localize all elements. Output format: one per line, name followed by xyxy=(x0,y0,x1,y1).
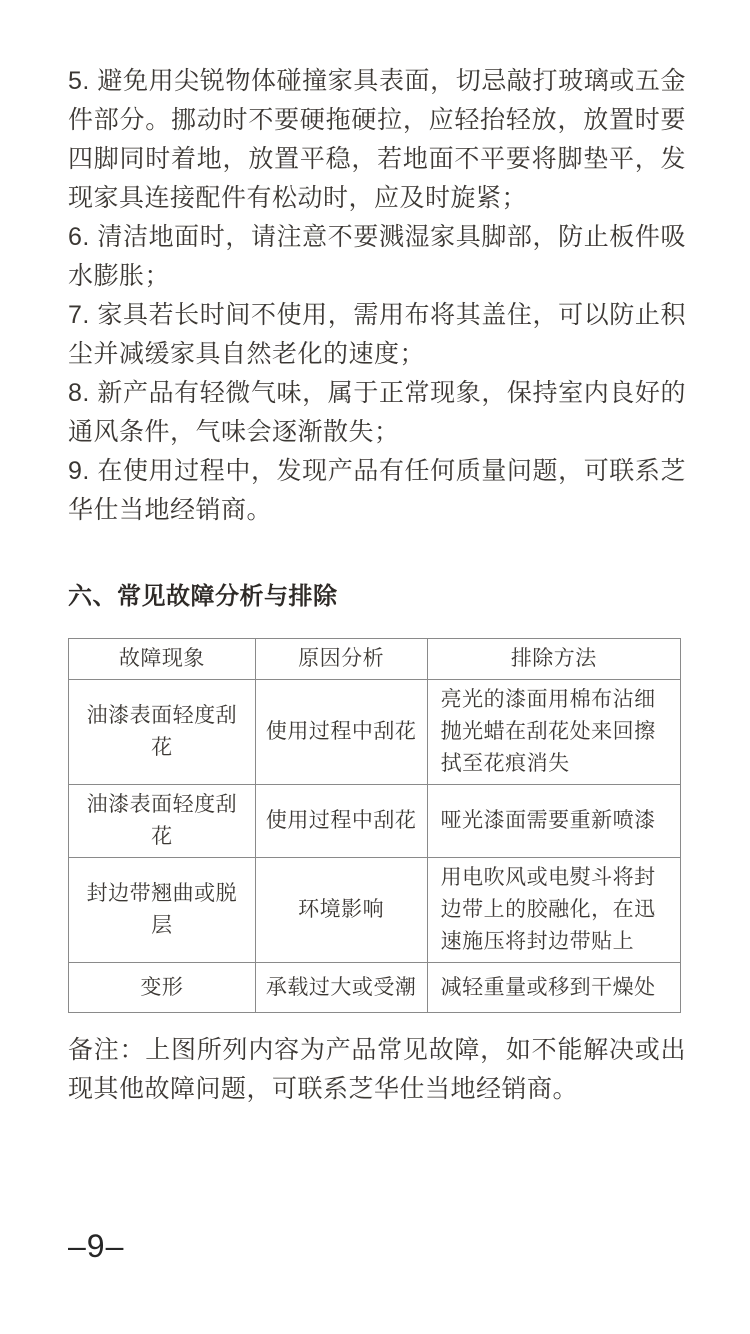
troubleshooting-table xyxy=(68,638,681,1013)
care-item-5: 5. 避免用尖锐物体碰撞家具表面，切忌敲打玻璃或五金件部分。挪动时不要硬拖硬拉，应轻抬轻放，放置时要四脚同时着地，放置平稳，若地面不平要将脚垫平，发现家具连接配件有松动时，应及时旋紧； xyxy=(68,67,686,212)
table-row xyxy=(69,963,681,1013)
column-header-method: 排除方法 xyxy=(427,639,680,680)
cell-phenomenon: 变形 xyxy=(69,963,256,1013)
section-title: 六、常见故障分析与排除 xyxy=(68,583,338,610)
page-number: –9– xyxy=(68,1228,125,1264)
cell-phenomenon: 封边带翘曲或脱层 xyxy=(69,858,256,963)
care-item-7: 7. 家具若长时间不使用，需用布将其盖住，可以防止积尘并减缓家具自然老化的速度； xyxy=(68,301,686,368)
cell-method: 亮光的漆面用棉布沾细抛光蜡在刮花处来回擦拭至花痕消失 xyxy=(427,680,680,785)
care-item-8: 8. 新产品有轻微气味，属于正常现象，保持室内良好的通风条件，气味会逐渐散失； xyxy=(68,379,686,446)
cell-cause: 承载过大或受潮 xyxy=(255,963,427,1013)
care-item-6: 6. 清洁地面时，请注意不要溅湿家具脚部，防止板件吸水膨胀； xyxy=(68,223,686,290)
cell-phenomenon: 油漆表面轻度刮花 xyxy=(69,785,256,858)
cell-method: 减轻重量或移到干燥处 xyxy=(427,963,680,1013)
note-text: 备注：上图所列内容为产品常见故障，如不能解决或出现其他故障问题，可联系芝华仕当地经销商。 xyxy=(68,1036,686,1103)
cell-phenomenon: 油漆表面轻度刮花 xyxy=(69,680,256,785)
care-item-9: 9. 在使用过程中，发现产品有任何质量问题，可联系芝华仕当地经销商。 xyxy=(68,457,686,524)
column-header-cause: 原因分析 xyxy=(255,639,427,680)
cell-method: 哑光漆面需要重新喷漆 xyxy=(427,785,680,858)
cell-cause: 使用过程中刮花 xyxy=(255,680,427,785)
cell-cause: 环境影响 xyxy=(255,858,427,963)
column-header-phenomenon: 故障现象 xyxy=(69,639,256,680)
table-row xyxy=(69,785,681,858)
cell-cause: 使用过程中刮花 xyxy=(255,785,427,858)
table-row xyxy=(69,858,681,963)
cell-method: 用电吹风或电熨斗将封边带上的胶融化，在迅速施压将封边带贴上 xyxy=(427,858,680,963)
table-header-row xyxy=(69,639,681,680)
table-row xyxy=(69,680,681,785)
